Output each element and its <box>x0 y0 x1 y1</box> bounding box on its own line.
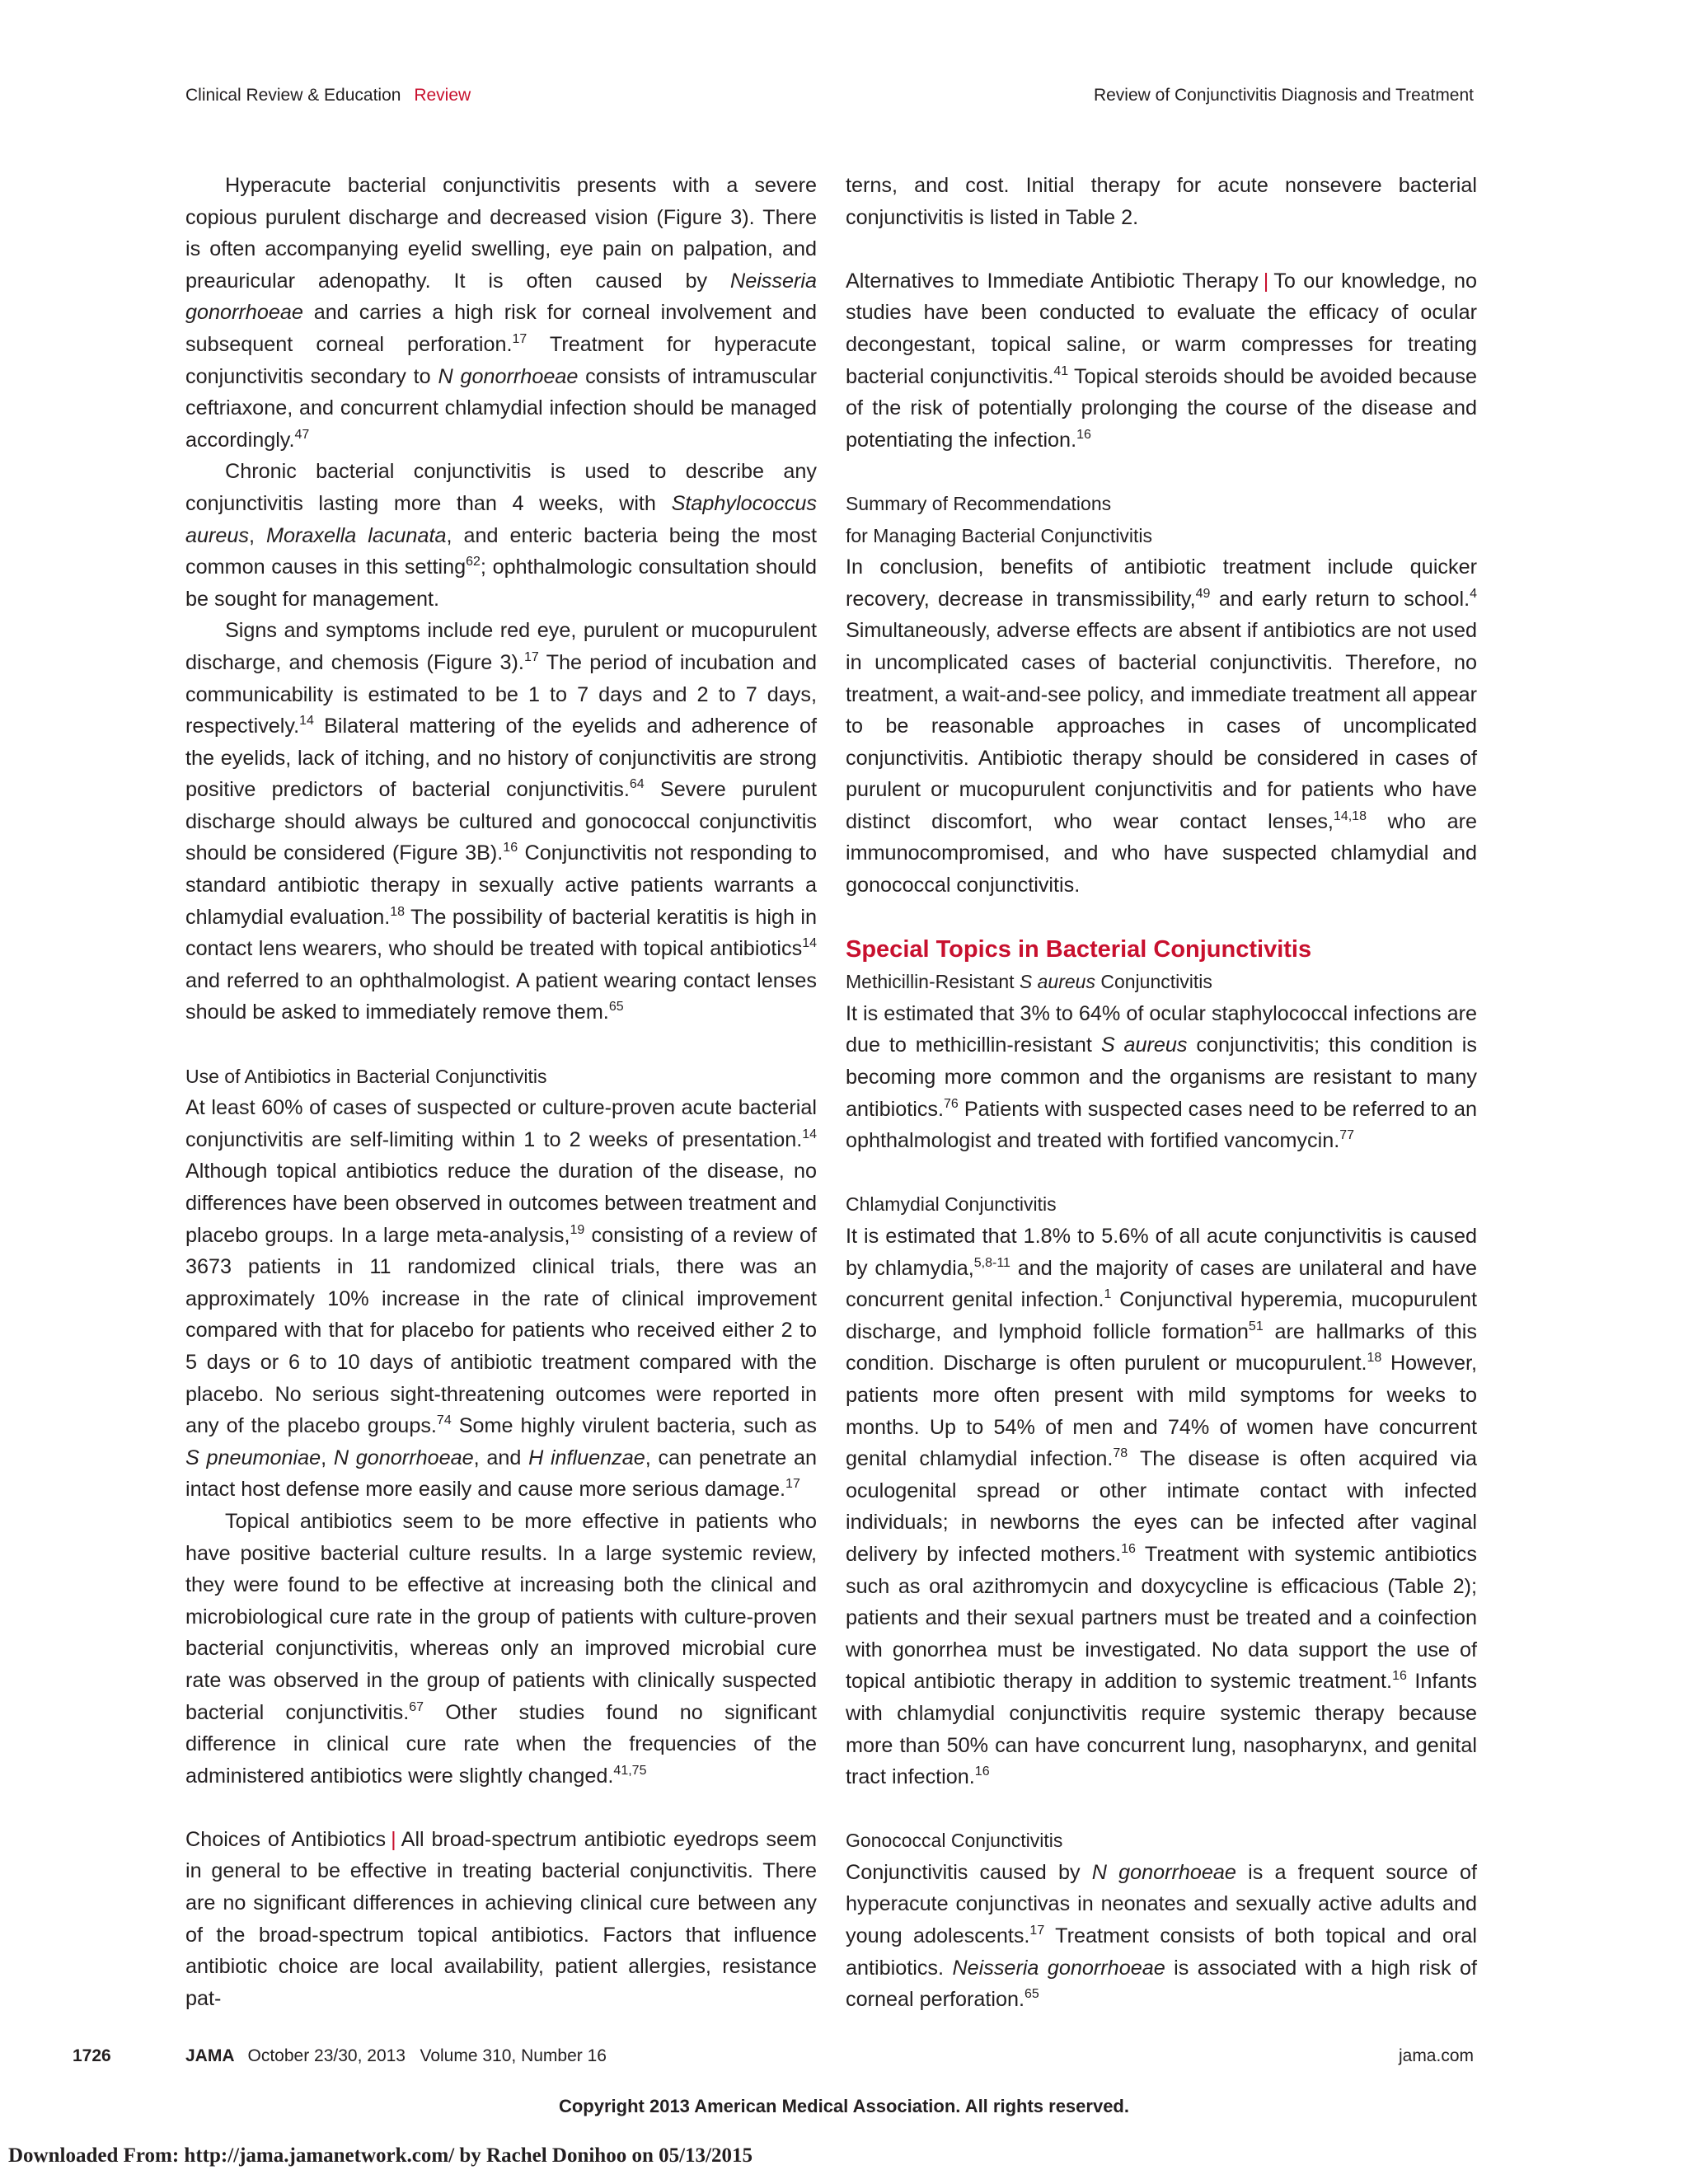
paragraph-continued: terns, and cost. Initial therapy for acute nonsevere bacterial conjunctivitis is listed in Table 2. <box>846 174 1477 229</box>
running-title: Review of Conjunctivitis Diagnosis and Treatment <box>1093 86 1474 105</box>
paragraph-chlamydial: It is estimated that 1.8% to 5.6% of all acute conjunctivitis is caused by chlamydia,$^{5,8-11}$ and the majority of cases are unilateral and have concurrent genital infection.$^1$ Conjunctival hyperemia, mucopurulent discharge, and lymphoid follicle formation$^{51}$ are hallmarks of this condition. Discharge is often purulent or mucopurulent.$^{18}$ However, patients more often present with mild symptoms for weeks to months. Up to 54% of men and 74% of women have concurrent genital chlamydial infection.$^{78}$ The disease is often acquired via oculogenital spread or other intimate contact with infected individuals; in newborns the eyes can be infected after vaginal delivery by infected mothers.$^{16}$ Treatment with systemic antibiotics such as oral azithromycin and doxycycline is efficacious (Table 2); patients and their sexual partners must be treated and a coinfection with gonorrhea must be investigated. No data support the use of topical antibiotic therapy in addition to systemic treatment.$^{16}$ Infants with chlamydial conjunctivitis require systemic therapy because more than 50% can have concurrent lung, nasopharynx, and genital tract infection.$^{16}$ <box>846 1225 1477 1789</box>
run-in-heading-alternatives: Alternatives to Immediate Antibiotic Therapy <box>846 269 1259 293</box>
category-label: Review <box>414 86 471 105</box>
paragraph-conclusion: In conclusion, benefits of antibiotic treatment include quicker recovery, decrease in transmissibility,$^{49}$ and early return to school.$^4$ Simultaneously, adverse effects are absent if antibiotics are not used in uncomplicated cases of bacterial conjunctivitis. Therefore, no treatment, a wait-and-see policy, and immediate treatment all appear to be reasonable approaches in cases of uncomplicated conjunctivitis. Antibiotic therapy should be considered in cases of purulent or mucopurulent conjunctivitis and for patients who have distinct discomfort, who wear contact lenses,$^{14,18}$ who are immunocompromised, and who have suspected chlamydial and gonococcal conjunctivitis. <box>846 555 1478 898</box>
paragraph-hyperacute: Hyperacute bacterial conjunctivitis presents with a severe copious purulent discharge and decreased vision (Figure 3). There is often accompanying eyelid swelling, eye pain on palpation, and preauricular adenopathy. It is often caused by Neisseria gonorrhoeae and carries a high risk for corneal involvement and subsequent corneal perforation.$^{17}$ Treatment for hyperacute conjunctivitis secondary to N gonorrhoeae consists of intramuscular ceftriaxone, and concurrent chlamydial infection should be managed accordingly.$^{47}$ <box>185 174 818 452</box>
issue-info: October 23/30, 2013 Volume 310, Number 16 <box>247 2046 607 2065</box>
section-heading-special-topics: Special Topics in Bacterial Conjunctivitis <box>846 936 1312 963</box>
copyright-notice: Copyright 2013 American Medical Association. All rights reserved. <box>558 2096 1129 2116</box>
paragraph-chronic: Chronic bacterial conjunctivitis is used to describe any conjunctivitis lasting more than 4 weeks, with Staphylococcus aureus, Moraxella lacunata, and enteric bacteria being the most common causes in this setting$^{62}$; ophthalmologic consultation should be sought for management. <box>185 460 818 611</box>
subheading-summary: Summary of Recommendations for Managing Bacterial Conjunctivitis <box>846 492 1153 546</box>
journal-site-link[interactable]: jama.com <box>1398 2046 1474 2065</box>
paragraph-signs-symptoms: Signs and symptoms include red eye, purulent or mucopurulent discharge, and chemosis (Figure 3).$^{17}$ The period of incubation and communicability is estimated to be 1 to 7 days and 2 to 7 days, respectively.$^{14}$ Bilateral mattering of the eyelids and adherence of the eyelids, lack of itching, and no history of conjunctivitis are strong positive predictors of bacterial conjunctivitis.$^{64}$ Severe purulent discharge should always be cultured and gonococcal conjunctivitis should be considered (Figure 3B).$^{16}$ Conjunctivitis not responding to standard antibiotic therapy in sexually active patients warrants a chlamydial evaluation.$^{18}$ The possibility of bacterial keratitis is high in contact lens wearers, who should be treated with topical antibiotics$^{14}$ and referred to an ophthalmologist. A patient wearing contact lenses should be asked to immediately remove them.$^{65}$ <box>185 619 817 1024</box>
subheading-gonococcal: Gonococcal Conjunctivitis <box>846 1830 1063 1852</box>
page-number: 1726 <box>73 2046 111 2065</box>
download-stamp: Downloaded From: http://jama.jamanetwork.com/ by Rachel Donihoo on 05/13/2015 <box>8 2144 753 2167</box>
right-column <box>846 170 1477 2016</box>
subheading-mrsa: Methicillin-Resistant S aureus Conjunctivitis <box>846 971 1212 993</box>
subheading-use-of-antibiotics: Use of Antibiotics in Bacterial Conjunctivitis <box>185 1065 547 1087</box>
section-label: Clinical Review & Education <box>185 86 401 105</box>
journal-name: JAMA <box>185 2046 235 2065</box>
running-header-left <box>185 86 471 105</box>
left-column <box>185 170 817 2014</box>
run-in-heading-choices: Choices of Antibiotics <box>185 1827 387 1851</box>
paragraph-topical-antibiotics: Topical antibiotics seem to be more effective in patients who have positive bacterial culture results. In a large systemic review, they were found to be effective at increasing both the clinical and microbiological cure rate in the group of patients with culture-proven bacterial conjunctivitis, whereas only an improved microbial cure rate was observed in the group of patients with clinically suspected bacterial conjunctivitis.$^{67}$ Other studies found no significant difference in clinical cure rate when the frequencies of the administered antibiotics were slightly changed.$^{41,75}$ <box>185 1509 817 1788</box>
paragraph-alternatives: Alternatives to Immediate Antibiotic Therapy | To our knowledge, no studies have been conducted to evaluate the efficacy of ocular decongestant, topical saline, or warm compresses for treating bacterial conjunctivitis.$^{41}$ Topical steroids should be avoided because of the risk of potentially prolonging the course of the disease and potentiating the infection.$^{16}$ <box>846 269 1477 452</box>
paragraph-self-limiting: At least 60% of cases of suspected or culture-proven acute bacterial conjunctivitis are self-limiting within 1 to 2 weeks of presentation.$^{14}$ Although topical antibiotics reduce the duration of the disease, no differences have been observed in outcomes between treatment and placebo groups. In a large meta-analysis,$^{19}$ consisting of a review of 3673 patients in 11 randomized clinical trials, there was an approximately 10% increase in the rate of clinical improvement compared with that for placebo for patients who received either 2 to 5 days or 6 to 10 days of antibiotic treatment compared with the placebo. No serious sight-threatening outcomes were reported in any of the placebo groups.$^{74}$ Some highly virulent bacteria, such as S pneumoniae, N gonorrhoeae, and H influenzae, can penetrate an intact host defense more easily and cause more serious damage.$^{17}$ <box>185 1096 817 1502</box>
subheading-chlamydial: Chlamydial Conjunctivitis <box>846 1193 1057 1216</box>
paragraph-choices: Choices of Antibiotics | All broad-spectrum antibiotic eyedrops seem in general to be effective in treating bacterial conjunctivitis. There are no significant differences in achieving clinical cure between any of the broad-spectrum topical antibiotics. Factors that influence antibiotic choice are local availability, patient allergies, resistance pat- <box>185 1827 817 2010</box>
paragraph-mrsa: It is estimated that 3% to 64% of ocular staphylococcal infections are due to methicillin-resistant S aureus conjunctivitis; this condition is becoming more common and the organisms are resistant to many antibiotics.$^{76}$ Patients with suspected cases need to be referred to an ophthalmologist and treated with fortified vancomycin.$^{77}$ <box>846 1001 1477 1153</box>
paragraph-gonococcal: Conjunctivitis caused by N gonorrhoeae is a frequent source of hyperacute conjunctivas in neonates and sexually active adults and young adolescents.$^{17}$ Treatment consists of both topical and oral antibiotics. Neisseria gonorrhoeae is associated with a high risk of corneal perforation.$^{65}$ <box>846 1860 1478 2012</box>
journal-citation <box>185 2046 607 2066</box>
